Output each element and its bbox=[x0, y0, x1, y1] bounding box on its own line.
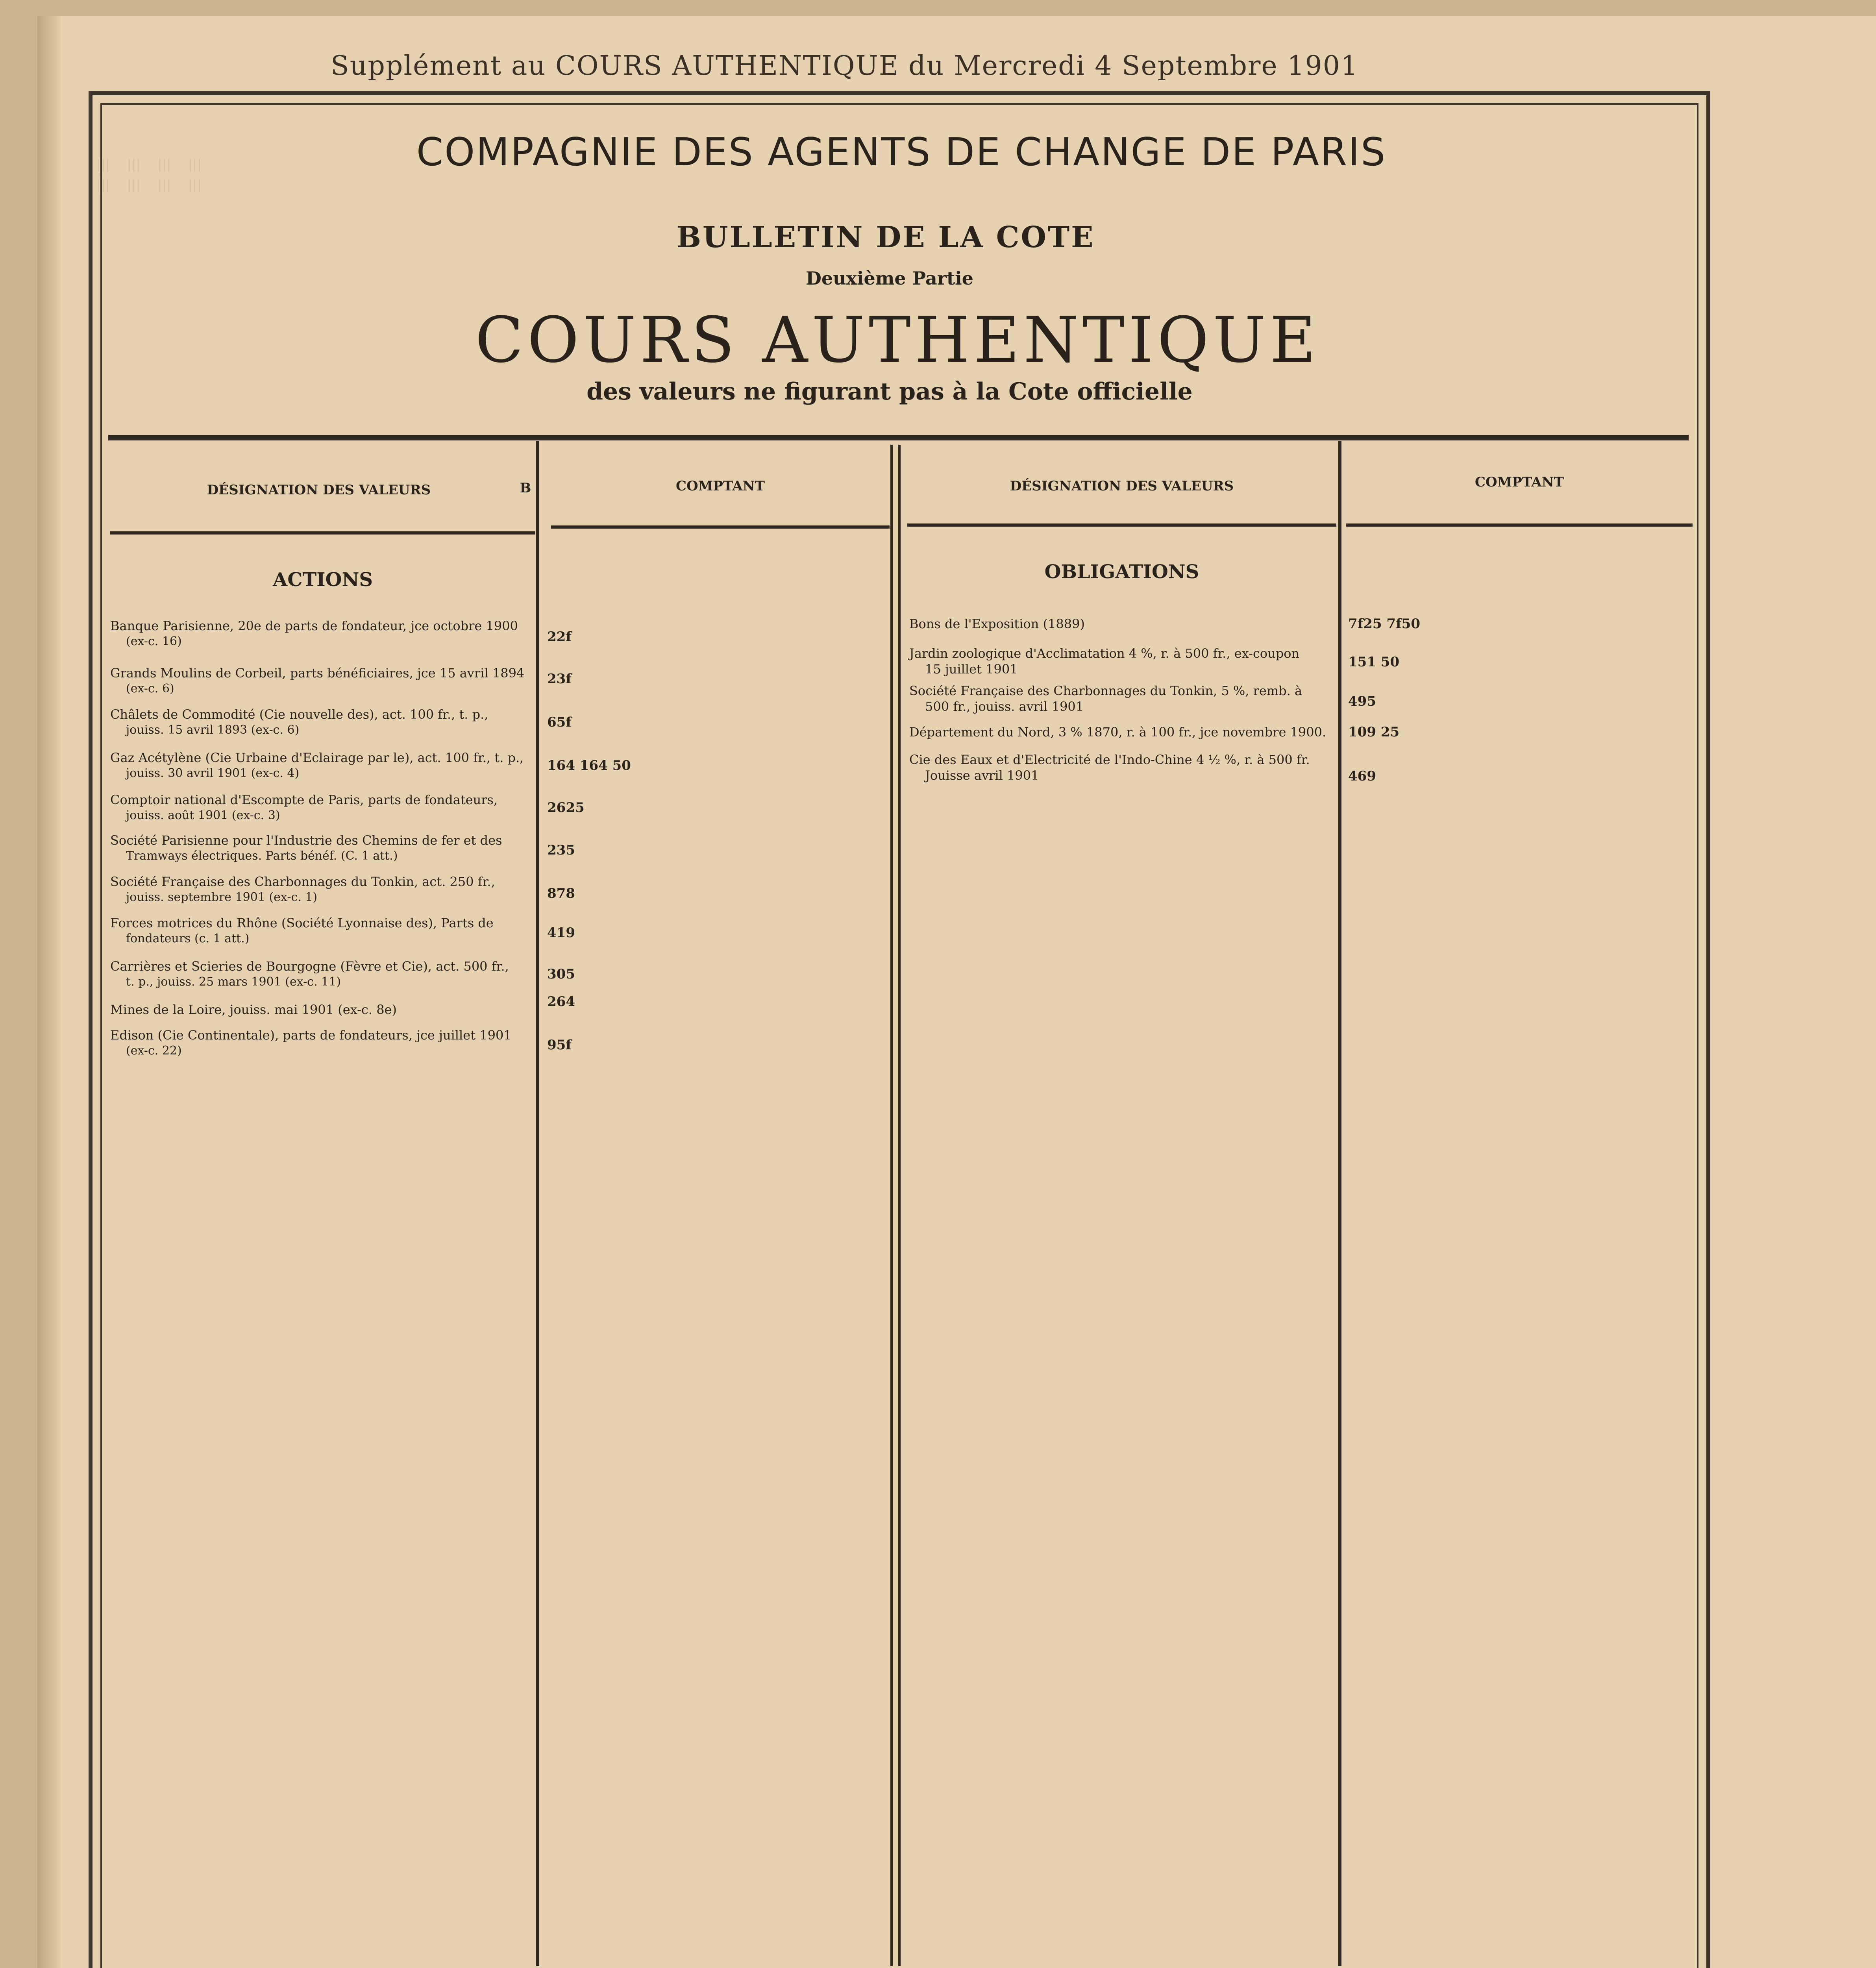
action-price: 235 bbox=[547, 842, 575, 858]
top-head-rule-mid bbox=[551, 525, 890, 529]
obligation-entry bbox=[909, 646, 1338, 677]
top-left-b-header: B bbox=[520, 480, 531, 496]
entry-line2: t. p., jouiss. 25 mars 1901 (ex-c. 11) bbox=[126, 975, 341, 989]
entry-line2: (ex-c. 22) bbox=[126, 1044, 182, 1058]
top-head-rule-right bbox=[907, 523, 1336, 527]
col-rule-3 bbox=[1338, 441, 1341, 1966]
entry-line1: Société Parisienne pour l'Industrie des Chemins de fer et des bbox=[110, 833, 502, 848]
entry-line2: 500 fr., jouiss. avril 1901 bbox=[925, 699, 1084, 714]
obligation-price: 7f25 7f50 bbox=[1348, 616, 1421, 632]
entry-line2: 15 juillet 1901 bbox=[925, 662, 1018, 677]
entry-line1: Société Française des Charbonnages du Tonkin, act. 250 fr., bbox=[110, 874, 495, 889]
action-entry bbox=[110, 792, 539, 823]
action-price: 23f bbox=[547, 671, 572, 687]
obligation-entry bbox=[909, 616, 1338, 632]
obligation-price: 469 bbox=[1348, 768, 1376, 784]
entry-line2: jouiss. 30 avril 1901 (ex-c. 4) bbox=[126, 766, 300, 780]
entry-line1: Cie des Eaux et d'Electricité de l'Indo-Chine 4 ½ %, r. à 500 fr. bbox=[909, 752, 1310, 767]
actions-heading: ACTIONS bbox=[273, 569, 373, 591]
action-price: 878 bbox=[547, 886, 575, 901]
entry-line1: Mines de la Loire, jouiss. mai 1901 (ex-c. 8e) bbox=[110, 1002, 397, 1017]
entry-line2: Tramways électriques. Parts bénéf. (C. 1 att.) bbox=[126, 849, 398, 863]
entry-line1: Banque Parisienne, 20e de parts de fondateur, jce octobre 1900 bbox=[110, 618, 518, 633]
obligations-heading: OBLIGATIONS bbox=[1044, 561, 1199, 583]
entry-line1: Forces motrices du Rhône (Société Lyonnaise des), Parts de bbox=[110, 916, 494, 930]
obligation-entry bbox=[909, 683, 1338, 714]
entry-line1: Grands Moulins de Corbeil, parts bénéficiaires, jce 15 avril 1894 bbox=[110, 666, 525, 681]
obligation-entry bbox=[909, 724, 1338, 740]
col-rule-center-b bbox=[898, 445, 901, 1966]
entry-line2: Jouisse avril 1901 bbox=[925, 768, 1039, 783]
action-price: 22f bbox=[547, 629, 572, 645]
action-price: 264 bbox=[547, 994, 575, 1010]
action-entry bbox=[110, 1027, 539, 1059]
obligation-price: 151 50 bbox=[1348, 654, 1400, 670]
company-title: COMPAGNIE DES AGENTS DE CHANGE DE PARIS bbox=[416, 130, 1387, 175]
action-entry bbox=[110, 832, 539, 864]
col-rule-center bbox=[890, 445, 893, 1966]
entry-line1: Comptoir national d'Escompte de Paris, parts de fondateurs, bbox=[110, 792, 498, 807]
entry-line2: jouiss. 15 avril 1893 (ex-c. 6) bbox=[126, 723, 300, 737]
obligation-price: 109 25 bbox=[1348, 724, 1400, 740]
entry-line1: Gaz Acétylène (Cie Urbaine d'Eclairage par le), act. 100 fr., t. p., bbox=[110, 750, 524, 765]
action-entry bbox=[110, 750, 539, 781]
action-price: 95f bbox=[547, 1037, 572, 1053]
entry-line1: Jardin zoologique d'Acclimatation 4 %, r. à 500 fr., ex-coupon bbox=[909, 646, 1300, 661]
entry-line2: jouiss. août 1901 (ex-c. 3) bbox=[126, 808, 280, 822]
entry-line1: Bons de l'Exposition (1889) bbox=[909, 616, 1085, 631]
action-entry bbox=[110, 707, 539, 738]
action-price: 65f bbox=[547, 714, 572, 730]
action-entry bbox=[110, 915, 539, 947]
main-title: COURS AUTHENTIQUE bbox=[475, 303, 1320, 377]
action-entry bbox=[110, 958, 539, 990]
action-entry bbox=[110, 618, 539, 649]
supplement-line: Supplément au COURS AUTHENTIQUE du Mercredi 4 Septembre 1901 bbox=[331, 50, 1359, 81]
subtitle: des valeurs ne figurant pas à la Cote officielle bbox=[586, 378, 1193, 405]
entry-line1: Châlets de Commodité (Cie nouvelle des), act. 100 fr., t. p., bbox=[110, 707, 488, 722]
entry-line2: (ex-c. 6) bbox=[126, 682, 174, 695]
bleed-through-text: ||| ||| ||| ||| ||| ||| ||| ||| bbox=[96, 157, 202, 193]
bulletin-title: BULLETIN DE LA COTE bbox=[676, 220, 1095, 254]
entry-line2: (ex-c. 16) bbox=[126, 634, 182, 648]
obligation-price: 495 bbox=[1348, 694, 1376, 709]
entry-line2: fondateurs (c. 1 att.) bbox=[126, 932, 250, 945]
top-left-designation-header: DÉSIGNATION DES VALEURS bbox=[207, 482, 431, 498]
entry-line1: Carrières et Scieries de Bourgogne (Fèvre et Cie), act. 500 fr., bbox=[110, 959, 509, 974]
action-entry bbox=[110, 1002, 539, 1017]
part-title: Deuxième Partie bbox=[805, 268, 974, 289]
top-left-comptant-header: COMPTANT bbox=[675, 478, 765, 494]
top-head-rule-left bbox=[110, 531, 535, 535]
obligation-entry bbox=[909, 752, 1338, 783]
action-entry bbox=[110, 874, 539, 905]
action-entry bbox=[110, 665, 539, 697]
entry-line1: Département du Nord, 3 % 1870, r. à 100 fr., jce novembre 1900. bbox=[909, 725, 1327, 740]
action-price: 305 bbox=[547, 966, 575, 982]
entry-line1: Edison (Cie Continentale), parts de fondateurs, jce juillet 1901 bbox=[110, 1028, 512, 1043]
entry-line2: jouiss. septembre 1901 (ex-c. 1) bbox=[126, 890, 318, 904]
top-right-comptant-header: COMPTANT bbox=[1475, 474, 1564, 490]
action-price: 2625 bbox=[547, 800, 585, 816]
header-rule bbox=[108, 435, 1689, 440]
top-head-rule-far bbox=[1346, 523, 1693, 527]
top-right-designation-header: DÉSIGNATION DES VALEURS bbox=[1010, 478, 1234, 494]
action-price: 419 bbox=[547, 925, 575, 941]
action-price: 164 164 50 bbox=[547, 758, 631, 773]
entry-line1: Société Française des Charbonnages du Tonkin, 5 %, remb. à bbox=[909, 683, 1302, 698]
